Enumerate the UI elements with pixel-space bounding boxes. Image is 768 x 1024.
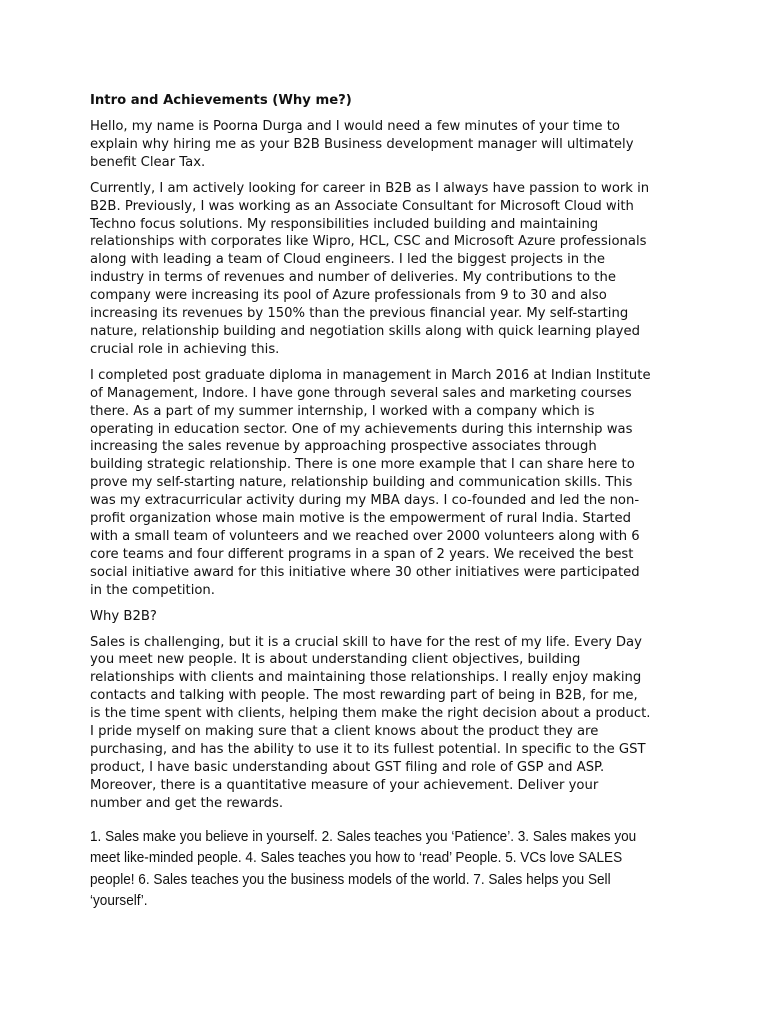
education-paragraph xyxy=(90,367,680,600)
paragraph-line: purchasing, and has the ability to use it to its fullest potential. In specific to the GST xyxy=(90,742,646,757)
paragraph-line: increasing the sales revenue by approaching prospective associates through xyxy=(90,439,597,455)
paragraph-line: core teams and four different programs in a span of 2 years. We received the best xyxy=(90,546,634,562)
experience-paragraph xyxy=(90,180,680,359)
paragraph-line: operating in education sector. One of my achievements during this internship was xyxy=(90,421,633,437)
paragraph-line: you meet new people. It is about understanding client objectives, building xyxy=(90,652,581,668)
paragraph-line: Currently, I am actively looking for career in B2B as I always have passion to work in xyxy=(90,180,650,196)
paragraph-line: crucial role in achieving this. xyxy=(90,341,280,357)
paragraph-line: I pride myself on making sure that a client knows about the product they are xyxy=(90,724,599,740)
paragraph-line: Sales is challenging, but it is a crucial skill to have for the rest of my life. Every Day xyxy=(90,634,642,650)
paragraph-line: with a small team of volunteers and we reached over 2000 volunteers along with 6 xyxy=(90,528,640,544)
paragraph-line: company were increasing its pool of Azure professionals from 9 to 30 and also xyxy=(90,288,607,304)
paragraph-line: Moreover, there is a quantitative measure of your achievement. Deliver your xyxy=(90,777,599,793)
paragraph-line: I completed post graduate diploma in management in March 2016 at Indian Institute xyxy=(90,367,651,383)
paragraph-line: is the time spent with clients, helping them make the right decision about a product. xyxy=(90,706,651,722)
paragraph-line: nature, relationship building and negotiation skills along with quick learning played xyxy=(90,323,640,339)
document-title: Intro and Achievements (Why me?) xyxy=(90,93,352,108)
paragraph-line: there. As a part of my summer internship, I worked with a company which is xyxy=(90,403,595,419)
paragraph-line: prove my self-starting nature, relationship building and communication skills. This xyxy=(90,475,633,491)
paragraph-line: Techno focus solutions. My responsibilities included building and maintaining xyxy=(90,216,599,232)
paragraph-line: ‘yourself’. xyxy=(90,893,148,910)
paragraph-line: increasing its revenues by 150% than the previous financial year. My self-starting xyxy=(90,306,629,322)
paragraph-line: in the competition. xyxy=(90,582,215,598)
paragraph-line: 1. Sales make you believe in yourself. 2. Sales teaches you ‘Patience’. 3. Sales makes you xyxy=(90,828,637,845)
paragraph-line: Hello, my name is Poorna Durga and I would need a few minutes of your time to xyxy=(90,119,620,134)
paragraph-line: profit organization whose main motive is the empowerment of rural India. Started xyxy=(90,511,632,527)
paragraph-line: product, I have basic understanding about GST filing and role of GSP and ASP. xyxy=(90,759,605,775)
document-page xyxy=(90,92,680,913)
paragraph-line: benefit Clear Tax. xyxy=(90,154,206,170)
paragraph-line: building strategic relationship. There is one more example that I can share here to xyxy=(90,457,635,473)
paragraph-line: people! 6. Sales teaches you the business models of the world. 7. Sales helps you Sell xyxy=(90,871,611,888)
paragraph-line: relationships with clients and maintaining those relationships. I really enjoy making xyxy=(90,670,642,686)
why-b2b-heading: Why B2B? xyxy=(90,608,157,624)
paragraph-line: social initiative award for this initiative where 30 other initiatives were participated xyxy=(90,564,640,580)
paragraph-line: was my extracurricular activity during my MBA days. I co-founded and led the non- xyxy=(90,493,640,509)
paragraph-line: of Management, Indore. I have gone through several sales and marketing courses xyxy=(90,385,632,401)
paragraph-line: contacts and talking with people. The most rewarding part of being in B2B, for me, xyxy=(90,688,638,704)
paragraph-line: B2B. Previously, I was working as an Associate Consultant for Microsoft Cloud with xyxy=(90,198,634,214)
paragraph-line: number and get the rewards. xyxy=(90,795,284,811)
intro-paragraph xyxy=(90,118,680,172)
paragraph-line: relationships with corporates like Wipro, HCL, CSC and Microsoft Azure professionals xyxy=(90,234,647,250)
sales-reasons-paragraph xyxy=(90,827,639,913)
paragraph-line: meet like-minded people. 4. Sales teaches you how to ‘read’ People. 5. VCs love SALES xyxy=(90,850,623,867)
paragraph-line: industry in terms of revenues and number of deliveries. My contributions to the xyxy=(90,270,616,286)
paragraph-line: explain why hiring me as your B2B Business development manager will ultimately xyxy=(90,136,634,152)
paragraph-line: along with leading a team of Cloud engineers. I led the biggest projects in the xyxy=(90,252,605,268)
why-b2b-paragraph xyxy=(90,634,680,813)
